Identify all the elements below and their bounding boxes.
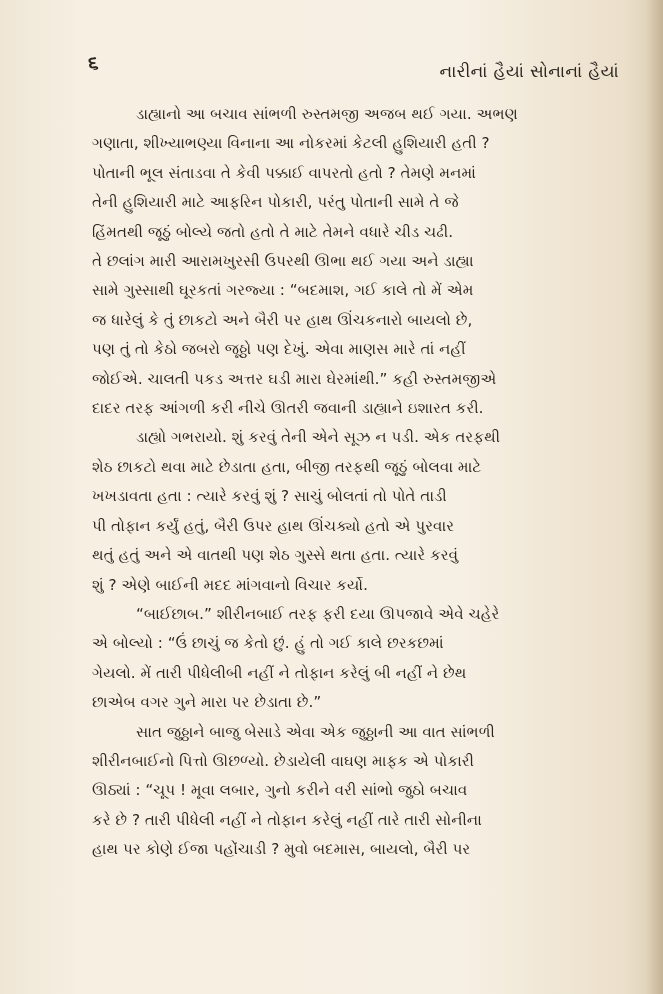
text-line: ખખડાવતા હતા : ત્યારે કરવું શું ? સાચું બોલતાં તો પોતે તાડી xyxy=(92,487,447,506)
text-line: સાત જુઠ્ઠાને બાજુ બેસાડે એવા એક જુઠ્ઠાની આ વાત સાંભળી xyxy=(136,722,495,741)
text-line: થતું હતું અને એ વાતથી પણ શેઠ ગુસ્સે થતા હતા. ત્યારે કરવું xyxy=(92,546,459,565)
text-line: તેની હુશિયારી માટે આફરિન પોકારી, પરંતુ પોતાની સામે તે જે xyxy=(92,193,459,212)
body-text xyxy=(92,100,602,865)
text-line: પી તોફાન કર્યું હતું, બૈરી ઉપર હાથ ઊંચક્યો હતો એ પુરવાર xyxy=(92,516,455,535)
paragraph xyxy=(92,718,602,865)
text-line: જ ધારેલું કે તું છાકટો અને બૈરી પર હાથ ઊંચકનારો બાયલો છે, xyxy=(92,310,473,329)
page-gutter-shadow xyxy=(645,0,663,994)
page-number: ૬ xyxy=(88,52,99,74)
text-line: શીરીનબાઈનો પિત્તો ઊછળ્યો. છેડાયેલી વાઘણ માફક એ પોકારી xyxy=(92,751,474,770)
text-line: શું ? એણે બાઈની મદદ માંગવાનો વિચાર કર્યો. xyxy=(92,575,368,594)
text-line: હિંમતથી જૂઠું બોલ્યે જતો હતો તે માટે તેમને વધારે ચીડ ચઢી. xyxy=(92,222,454,241)
text-line: ઊઠ્યાં : “ચૂપ ! મૂવા લબાર, ગુનો કરીને વરી સાંભો જુઠો બચાવ xyxy=(92,781,468,800)
text-line: જોઈએ. ચાલતી પકડ અત્તર ઘડી મારા ઘેરમાંથી.” કહી રુસ્તમજીએ xyxy=(92,369,497,388)
text-line: તે છલાંગ મારી આરામખુરસી ઉપરથી ઊભા થઈ ગયા અને ડાહ્યા xyxy=(92,252,474,271)
text-line: દાદર તરફ આંગળી કરી નીચે ઊતરી જવાની ડાહ્યાને ઇશારત કરી. xyxy=(92,399,484,418)
text-line: “બાઈછાબ.” શીરીનબાઈ તરફ ફરી દયા ઊપજાવે એવે ચહેરે xyxy=(136,604,500,623)
text-line: હાથ પર કોણે ઈજા પહોંચાડી ? મુવો બદમાસ, બાયલો, બૈરી પર xyxy=(92,840,471,859)
text-line: છાએબ વગર ગુને મારા પર છેડાતા છે.” xyxy=(92,693,322,712)
text-line: ગણાતા, શીખ્યાભણ્યા વિનાના આ નોકરમાં કેટલી હુશિયારી હતી ? xyxy=(92,134,490,153)
text-line: કરે છે ? તારી પીધેલી નહીં ને તોફાન કરેલું નહીં તારે તારી સોનીના xyxy=(92,810,482,829)
text-line: એ બોલ્યો : “ઉં છાચું જ કેતો છું. હું તો ગઈ કાલે છરકછમાં xyxy=(92,634,444,653)
paragraph xyxy=(92,100,602,423)
text-line: ડાહ્યાનો આ બચાવ સાંભળી રુસ્તમજી અજબ થઈ ગયા. અભણ xyxy=(136,105,518,123)
running-head-title: નારીનાં હૈયાં સોનાનાં હૈયાં xyxy=(439,62,619,82)
text-line: સામે ગુસ્સાથી ઘૂરકતાં ગરજ્યા : “બદમાશ, ગઈ કાલે તો મેં એમ xyxy=(92,281,474,300)
paragraph xyxy=(92,600,602,718)
text-line: પણ તું તો કેઠો જબરો જૂઠ્ઠો પણ દેખું. એવા માણસ મારે તાં નહીં xyxy=(92,340,466,359)
paragraph xyxy=(92,423,602,599)
text-line: શેઠ છાકટો થવા માટે છેડાતા હતા, બીજી તરફથી જૂઠું બોલવા માટે xyxy=(92,457,482,476)
text-line: ડાહ્યો ગભરાયો. શું કરવું તેની એને સૂઝ ન પડી. એક તરફથી xyxy=(136,428,501,447)
text-line: ગેયલો. મેં તારી પીધેલીબી નહીં ને તોફાન કરેલું બી નહીં ને છેથ xyxy=(92,663,467,682)
text-line: પોતાની ભૂલ સંતાડવા તે કેવી પક્કાઈ વાપરતો હતો ? તેમણે મનમાં xyxy=(92,163,476,182)
